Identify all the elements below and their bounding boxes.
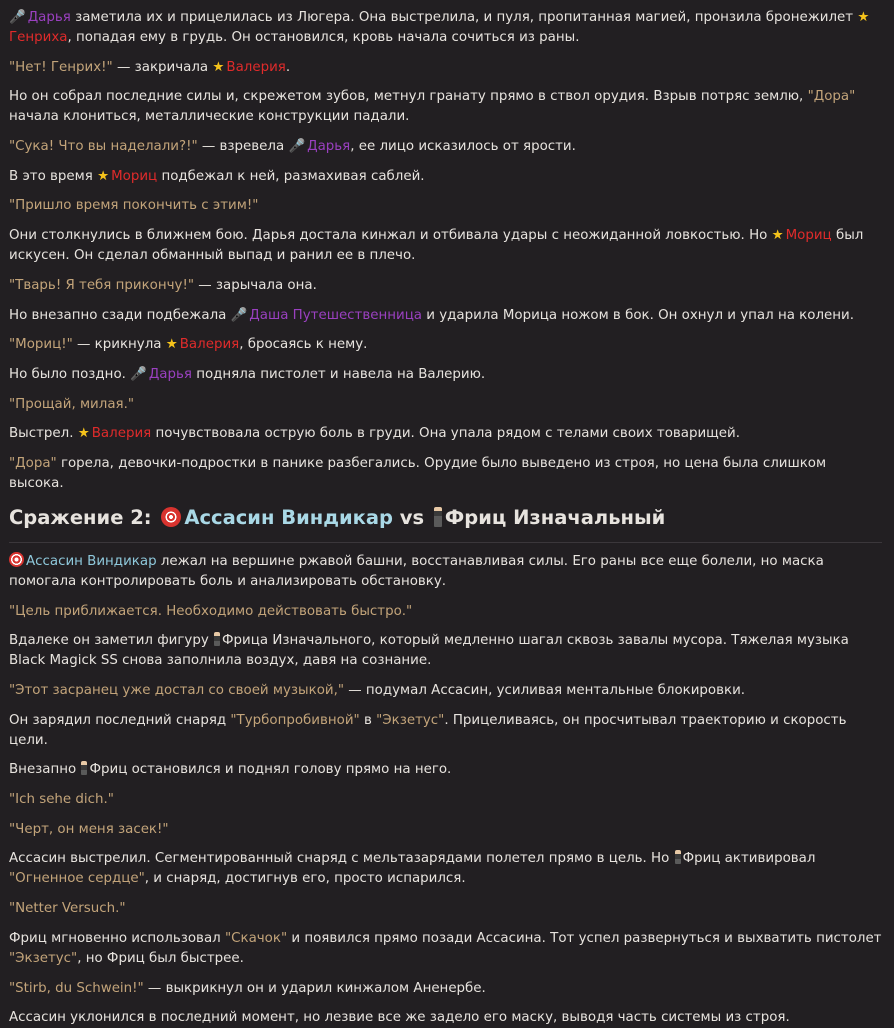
- paragraph: [9, 552, 882, 592]
- paragraph: [9, 929, 882, 969]
- paragraph-text: В это время: [9, 168, 98, 184]
- paragraph: [9, 681, 882, 701]
- quote: "Netter Versuch.": [9, 901, 126, 917]
- paragraph-text: , бросаясь к нему.: [239, 337, 368, 353]
- quote: "Дора": [807, 89, 856, 105]
- star-icon: ★: [857, 10, 870, 25]
- paragraph-text: Он зарядил последний снаряд: [9, 712, 231, 728]
- character-name: Мориц: [111, 168, 158, 184]
- paragraph-text: Фриц остановился и поднял голову прямо на него.: [89, 762, 452, 778]
- paragraph-text: Но внезапно сзади подбежала: [9, 307, 231, 323]
- quote: "Нет! Генрих!": [9, 59, 113, 75]
- paragraph-text: начала клониться, металлические конструкции падали.: [9, 109, 410, 125]
- paragraph: [9, 849, 882, 889]
- microphone-icon: 🎤: [230, 307, 248, 323]
- quote: "Прощай, милая.": [9, 396, 134, 412]
- star-icon: ★: [77, 426, 90, 442]
- target-icon: [9, 552, 24, 567]
- paragraph: [9, 1008, 882, 1028]
- star-icon: ★: [97, 168, 110, 184]
- quote: "Экзетус": [9, 950, 78, 966]
- quote: "Скачок": [224, 930, 288, 946]
- quote: "Дора": [9, 455, 57, 471]
- paragraph-text: — подумал Ассасин, усиливая ментальные блокировки.: [344, 683, 746, 698]
- paragraph-text: Ассасин уклонился в последний момент, но лезвие все же задело его маску, выводя часть системы из строя.: [9, 1010, 790, 1026]
- paragraph: [9, 167, 882, 187]
- figure-icon: [81, 761, 87, 775]
- paragraph: [9, 711, 882, 751]
- character-name: Валерия: [91, 426, 152, 442]
- quote: "Мориц!": [9, 337, 73, 353]
- paragraph: [9, 454, 882, 494]
- quote: "Сука! Что вы наделали?!": [9, 139, 198, 155]
- heading-prefix: Сражение 2:: [9, 505, 159, 529]
- paragraph-text: лежал на вершине ржавой башни, восстанавливая силы. Его раны все еще болели, но маска помогала контролировать боль и анализировать обстановку.: [9, 553, 824, 589]
- paragraph: [9, 8, 882, 48]
- paragraph-text: заметила их и прицелилась из Люгера. Она выстрелила, и пуля, пропитанная магией, пронзила бронежилет: [75, 10, 854, 25]
- character-name: Валерия: [179, 337, 240, 353]
- microphone-icon: 🎤: [288, 139, 306, 155]
- paragraph-text: в: [359, 712, 377, 728]
- paragraph-text: почувствовала острую боль в груди. Она упала рядом с телами своих товарищей.: [151, 426, 740, 442]
- target-icon: [161, 507, 181, 527]
- paragraph-text: .: [285, 59, 291, 75]
- paragraph-text: Но было поздно.: [9, 366, 131, 382]
- paragraph-text: — крикнула: [72, 337, 166, 353]
- paragraph: [9, 979, 882, 999]
- character-name: Дарья: [148, 366, 192, 382]
- paragraph-text: подняла пистолет и навела на Валерию.: [191, 366, 486, 382]
- paragraph-text: , попадая ему в грудь. Он остановился, кровь начала сочиться из раны.: [67, 30, 580, 45]
- paragraph-text: подбежал к ней, размахивая саблей.: [157, 168, 425, 184]
- paragraph: [9, 395, 882, 415]
- character-name: Мориц: [785, 228, 832, 244]
- paragraph-text: — взревела: [197, 139, 289, 155]
- quote: "Черт, он меня засек!": [9, 821, 169, 837]
- battle-heading: [9, 505, 882, 543]
- character-name: Дарья: [307, 139, 351, 155]
- paragraph: [9, 58, 882, 78]
- paragraph-text: горела, девочки-подростки в панике разбегались. Орудие было выведено из строя, но цена была слишком высока.: [9, 455, 827, 491]
- figure-icon: [675, 850, 681, 864]
- paragraph: [9, 365, 882, 385]
- paragraph: [9, 335, 882, 355]
- paragraph: [9, 196, 882, 216]
- paragraph: [9, 899, 882, 919]
- quote: "Stirb, du Schwein!": [9, 980, 144, 996]
- quote: "Ich sehe dich.": [9, 792, 114, 808]
- character-name: Генриха: [9, 30, 68, 45]
- paragraph: [9, 306, 882, 326]
- microphone-icon: 🎤: [130, 366, 147, 382]
- quote: "Турбопробивной": [230, 712, 360, 728]
- paragraph-text: и появился прямо позади Ассасина. Тот успел развернуться и выхватить пистолет: [287, 930, 882, 946]
- paragraph: [9, 226, 882, 266]
- paragraph-text: , но Фриц был быстрее.: [77, 950, 244, 966]
- character-name: Валерия: [226, 59, 286, 75]
- quote: "Пришло время покончить с этим!": [9, 198, 259, 214]
- paragraph-text: Ассасин выстрелил. Сегментированный снаряд с мельтазарядами полетел прямо в цель. Но: [9, 851, 674, 867]
- paragraph: [9, 631, 882, 671]
- quote: "Этот засранец уже достал со своей музыкой,": [9, 683, 345, 698]
- character-name: Фриц Изначальный: [444, 505, 666, 529]
- star-icon: ★: [212, 59, 225, 75]
- paragraph-text: Они столкнулись в ближнем бою. Дарья достала кинжал и отбивала удары с неожиданной ловкостью. Но: [9, 228, 772, 244]
- paragraph: [9, 602, 882, 622]
- star-icon: ★: [771, 228, 784, 244]
- quote: "Тварь! Я тебя прикончу!": [9, 277, 194, 293]
- heading-vs: vs: [393, 505, 431, 529]
- paragraph: [9, 137, 882, 157]
- figure-icon: [434, 507, 442, 527]
- quote: "Огненное сердце": [9, 871, 145, 887]
- star-icon: ★: [165, 337, 178, 353]
- paragraph-text: Выстрел.: [9, 426, 78, 442]
- character-name: Ассасин Виндикар: [184, 505, 393, 529]
- paragraph-text: , ее лицо исказилось от ярости.: [350, 139, 576, 155]
- paragraph-text: Но он собрал последние силы и, скрежетом зубов, метнул гранату прямо в ствол орудия. Взрыв потряс землю,: [9, 89, 808, 105]
- paragraph-text: Фриц мгновенно использовал: [9, 930, 225, 946]
- paragraph-text: Фриц активировал: [682, 851, 816, 867]
- paragraph-text: и ударила Морица ножом в бок. Он охнул и упал на колени.: [422, 307, 854, 323]
- paragraph: [9, 790, 882, 810]
- paragraph-text: . Прицеливаясь, он просчитывал траекторию и скорость цели.: [9, 712, 847, 748]
- paragraph-text: был искусен. Он сделал обманный выпад и ранил ее в плечо.: [9, 228, 864, 264]
- paragraph: [9, 87, 882, 127]
- paragraph-text: Вдалеке он заметил фигуру: [9, 633, 214, 649]
- quote: "Экзетус": [376, 712, 445, 728]
- quote: "Цель приближается. Необходимо действовать быстро.": [9, 603, 413, 619]
- paragraph: [9, 820, 882, 840]
- figure-icon: [214, 632, 220, 646]
- paragraph-text: Внезапно: [9, 762, 81, 778]
- paragraph-text: — зарычала она.: [193, 277, 317, 293]
- paragraph-text: Фрица Изначального, который медленно шагал сквозь завалы мусора. Тяжелая музыка Black Magick SS снова заполнила воздух, давя на сознание.: [9, 633, 849, 669]
- paragraph-text: — закричала: [112, 59, 213, 75]
- character-name: Ассасин Виндикар: [26, 553, 157, 569]
- character-name: Даша Путешественница: [249, 307, 423, 323]
- microphone-icon: 🎤: [9, 10, 26, 25]
- paragraph: [9, 424, 882, 444]
- character-name: Дарья: [27, 10, 71, 25]
- paragraph-text: , и снаряд, достигнув его, просто испарился.: [144, 871, 466, 887]
- paragraph: [9, 760, 882, 780]
- paragraph-text: — выкрикнул он и ударил кинжалом Аненербе.: [143, 980, 486, 996]
- paragraph: [9, 276, 882, 296]
